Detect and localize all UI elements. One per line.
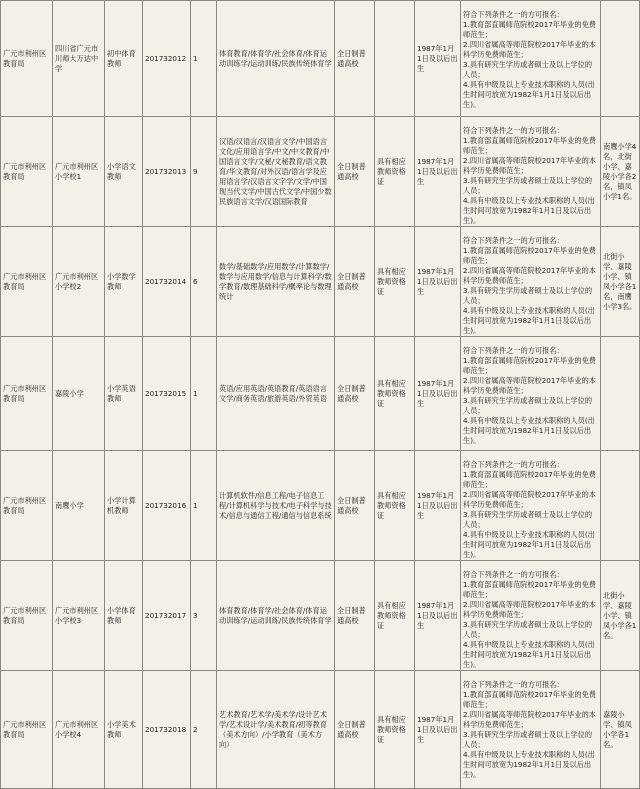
dept-cell: 广元市利州区教育局 xyxy=(1,671,53,789)
dept-cell: 广元市利州区教育局 xyxy=(1,561,53,671)
post-cell: 小学语文教师 xyxy=(105,117,143,227)
requirement-line: 2.四川省属高等师范院校2017年毕业的本科学历免费师范生； xyxy=(463,376,596,395)
count-cell: 1 xyxy=(191,451,217,561)
requirement-line: 符合下列条件之一的方可报名： xyxy=(463,236,564,245)
requirement-line: 2.四川省属高等师范院校2017年毕业的本科学历免费师范生； xyxy=(463,710,596,729)
requirement-line: 4.具有中级及以上专业技术职称的人员(出生时间可放宽为1982年1月1日及以后出生)。 xyxy=(463,750,595,779)
unit-cell: 南鹰小学 xyxy=(53,451,105,561)
requirement-line: 符合下列条件之一的方可报名： xyxy=(463,680,564,689)
certificate-cell: 具有相应教师资格证 xyxy=(375,337,415,451)
note-cell xyxy=(601,451,640,561)
requirement-line: 3.具有研究生学历或者硕士及以上学位的人员； xyxy=(463,396,593,415)
certificate-cell xyxy=(375,1,415,117)
note-cell: 南鹰小学4名，北街小学、嘉陵小学各2名，镇凤小学1名。 xyxy=(601,117,640,227)
post-code-cell: 201732018 xyxy=(143,671,191,789)
table-row xyxy=(1,451,640,561)
requirement-line: 3.具有研究生学历或者硕士及以上学位的人员； xyxy=(463,620,593,639)
requirement-line: 3.具有研究生学历或者硕士及以上学位的人员； xyxy=(463,510,593,529)
table-row xyxy=(1,1,640,117)
requirement-line: 3.具有研究生学历或者硕士及以上学位的人员； xyxy=(463,730,593,749)
dept-cell: 广元市利州区教育局 xyxy=(1,1,53,117)
requirement-line: 符合下列条件之一的方可报名： xyxy=(463,10,564,19)
certificate-cell: 具有相应教师资格证 xyxy=(375,117,415,227)
count-cell: 9 xyxy=(191,117,217,227)
requirement-line: 4.具有中级及以上专业技术职称的人员(出生时间可放宽为1982年1月1日及以后出生)。 xyxy=(463,640,595,669)
certificate-cell: 具有相应教师资格证 xyxy=(375,671,415,789)
count-cell: 1 xyxy=(191,1,217,117)
post-cell: 初中体育教师 xyxy=(105,1,143,117)
requirement-line: 2.四川省属高等师范院校2017年毕业的本科学历免费师范生； xyxy=(463,40,596,59)
age-cell: 1987年1月1日及以后出生 xyxy=(415,337,461,451)
requirement-line: 3.具有研究生学历或者硕士及以上学位的人员； xyxy=(463,176,593,195)
age-cell: 1987年1月1日及以后出生 xyxy=(415,117,461,227)
age-cell: 1987年1月1日及以后出生 xyxy=(415,227,461,337)
unit-cell: 嘉陵小学 xyxy=(53,337,105,451)
post-code-cell: 201732012 xyxy=(143,1,191,117)
note-cell: 北街小学、嘉陵小学、镇凤小学各1名，南鹰小学3名。 xyxy=(601,227,640,337)
post-cell: 小学英语教师 xyxy=(105,337,143,451)
post-code-cell: 201732014 xyxy=(143,227,191,337)
requirement-line: 2.四川省属高等师范院校2017年毕业的本科学历免费师范生； xyxy=(463,490,596,509)
age-cell: 1987年1月1日及以后出生 xyxy=(415,451,461,561)
post-cell: 小学美术教师 xyxy=(105,671,143,789)
note-cell xyxy=(601,1,640,117)
major-cell: 英语/应用英语/英语教育/英语语言文学/商务英语/旅游英语/外贸英语 xyxy=(217,337,335,451)
education-cell: 全日制普通高校 xyxy=(335,1,375,117)
major-cell: 艺术教育/艺术学/美术学/设计艺术学/艺术设计学/美术教育/初等教育（美术方向）/小学教育（美术方向） xyxy=(217,671,335,789)
certificate-cell: 具有相应教师资格证 xyxy=(375,451,415,561)
major-cell: 计算机软件/信息工程/电子信息工程/计算机科学与技术/电子科学与技术/信息与通信工程/通信与信息系统 xyxy=(217,451,335,561)
requirement-line: 3.具有研究生学历或者硕士及以上学位的人员； xyxy=(463,286,593,305)
education-cell: 全日制普通高校 xyxy=(335,671,375,789)
requirement-line: 2.四川省属高等师范院校2017年毕业的本科学历免费师范生； xyxy=(463,600,596,619)
major-cell: 体育教育/体育学/社会体育/体育运动训练学/运动训练/民族传统体育学 xyxy=(217,1,335,117)
requirement-line: 4.具有中级及以上专业技术职称的人员(出生时间可放宽为1982年1月1日及以后出生)。 xyxy=(463,80,595,109)
unit-cell: 广元市利州区小学校1 xyxy=(53,117,105,227)
post-code-cell: 201732017 xyxy=(143,561,191,671)
requirement-line: 1.教育部直属师范院校2017年毕业的免费师范生； xyxy=(463,580,596,599)
requirements-cell xyxy=(461,227,601,337)
post-cell: 小学体育教师 xyxy=(105,561,143,671)
post-cell: 小学数学教师 xyxy=(105,227,143,337)
requirement-line: 3.具有研究生学历或者硕士及以上学位的人员； xyxy=(463,60,593,79)
requirement-line: 2.四川省属高等师范院校2017年毕业的本科学历免费师范生； xyxy=(463,266,596,285)
unit-cell: 广元市利州区小学校2 xyxy=(53,227,105,337)
post-code-cell: 201732015 xyxy=(143,337,191,451)
table-row xyxy=(1,561,640,671)
table-body xyxy=(1,1,640,789)
unit-cell: 四川省广元市川师大万达中学 xyxy=(53,1,105,117)
certificate-cell: 具有相应教师资格证 xyxy=(375,561,415,671)
dept-cell: 广元市利州区教育局 xyxy=(1,227,53,337)
post-code-cell: 201732016 xyxy=(143,451,191,561)
education-cell: 全日制普通高校 xyxy=(335,227,375,337)
requirement-line: 1.教育部直属师范院校2017年毕业的免费师范生； xyxy=(463,136,596,155)
major-cell: 数学/基础数学/应用数学/计算数学/数学与应用数学/信息与计算科学/数学教育/数理基础科学/概率论与数理统计 xyxy=(217,227,335,337)
requirement-line: 1.教育部直属师范院校2017年毕业的免费师范生； xyxy=(463,20,596,39)
requirement-line: 4.具有中级及以上专业技术职称的人员(出生时间可放宽为1982年1月1日及以后出生)。 xyxy=(463,530,595,559)
requirement-line: 符合下列条件之一的方可报名： xyxy=(463,460,564,469)
unit-cell: 广元市利州区小学校3 xyxy=(53,561,105,671)
dept-cell: 广元市利州区教育局 xyxy=(1,337,53,451)
education-cell: 全日制普通高校 xyxy=(335,561,375,671)
unit-cell: 广元市利州区小学校4 xyxy=(53,671,105,789)
requirement-line: 4.具有中级及以上专业技术职称的人员(出生时间可放宽为1982年1月1日及以后出生)。 xyxy=(463,306,595,335)
count-cell: 1 xyxy=(191,337,217,451)
requirements-cell xyxy=(461,671,601,789)
requirement-line: 符合下列条件之一的方可报名： xyxy=(463,570,564,579)
count-cell: 3 xyxy=(191,561,217,671)
table-row xyxy=(1,117,640,227)
count-cell: 6 xyxy=(191,227,217,337)
requirement-line: 1.教育部直属师范院校2017年毕业的免费师范生； xyxy=(463,470,596,489)
table-row xyxy=(1,671,640,789)
certificate-cell: 具有相应教师资格证 xyxy=(375,227,415,337)
dept-cell: 广元市利州区教育局 xyxy=(1,117,53,227)
requirement-line: 2.四川省属高等师范院校2017年毕业的本科学历免费师范生； xyxy=(463,156,596,175)
major-cell: 汉语/汉语言/汉语言文学/中国语言文化/应用语言学/中文/中文教育/中国语言文学/文秘/文秘教育/语文教育/华文教育/对外汉语/语言学及应用语言学/汉语言文字学/文学/中国现当代文学/中国古代文学/中国少数民族语言文学/汉语国际教育 xyxy=(217,117,335,227)
table-row xyxy=(1,227,640,337)
education-cell: 全日制普通高校 xyxy=(335,451,375,561)
post-code-cell: 201732013 xyxy=(143,117,191,227)
requirements-cell xyxy=(461,451,601,561)
requirement-line: 4.具有中级及以上专业技术职称的人员(出生时间可放宽为1982年1月1日及以后出生)。 xyxy=(463,196,595,225)
requirements-cell xyxy=(461,1,601,117)
age-cell: 1987年1月1日及以后出生 xyxy=(415,561,461,671)
requirement-line: 符合下列条件之一的方可报名： xyxy=(463,126,564,135)
education-cell: 全日制普通高校 xyxy=(335,337,375,451)
note-cell: 嘉陵小学、镇凤小学各1名。 xyxy=(601,671,640,789)
age-cell: 1987年1月1日及以后出生 xyxy=(415,671,461,789)
age-cell: 1987年1月1日及以后出生 xyxy=(415,1,461,117)
dept-cell: 广元市利州区教育局 xyxy=(1,451,53,561)
major-cell: 体育教育/体育学/社会体育/体育运动训练学/运动训练/民族传统体育学 xyxy=(217,561,335,671)
requirements-cell xyxy=(461,117,601,227)
requirements-cell xyxy=(461,561,601,671)
requirement-line: 符合下列条件之一的方可报名： xyxy=(463,346,564,355)
requirement-line: 4.具有中级及以上专业技术职称的人员(出生时间可放宽为1982年1月1日及以后出生)。 xyxy=(463,416,595,445)
count-cell: 2 xyxy=(191,671,217,789)
requirement-line: 1.教育部直属师范院校2017年毕业的免费师范生； xyxy=(463,690,596,709)
education-cell: 全日制普通高校 xyxy=(335,117,375,227)
table-row xyxy=(1,337,640,451)
requirement-line: 1.教育部直属师范院校2017年毕业的免费师范生； xyxy=(463,246,596,265)
requirement-line: 1.教育部直属师范院校2017年毕业的免费师范生； xyxy=(463,356,596,375)
note-cell: 北街小学、嘉陵小学、镇凤小学各1名。 xyxy=(601,561,640,671)
note-cell xyxy=(601,337,640,451)
post-cell: 小学计算机教师 xyxy=(105,451,143,561)
requirements-cell xyxy=(461,337,601,451)
